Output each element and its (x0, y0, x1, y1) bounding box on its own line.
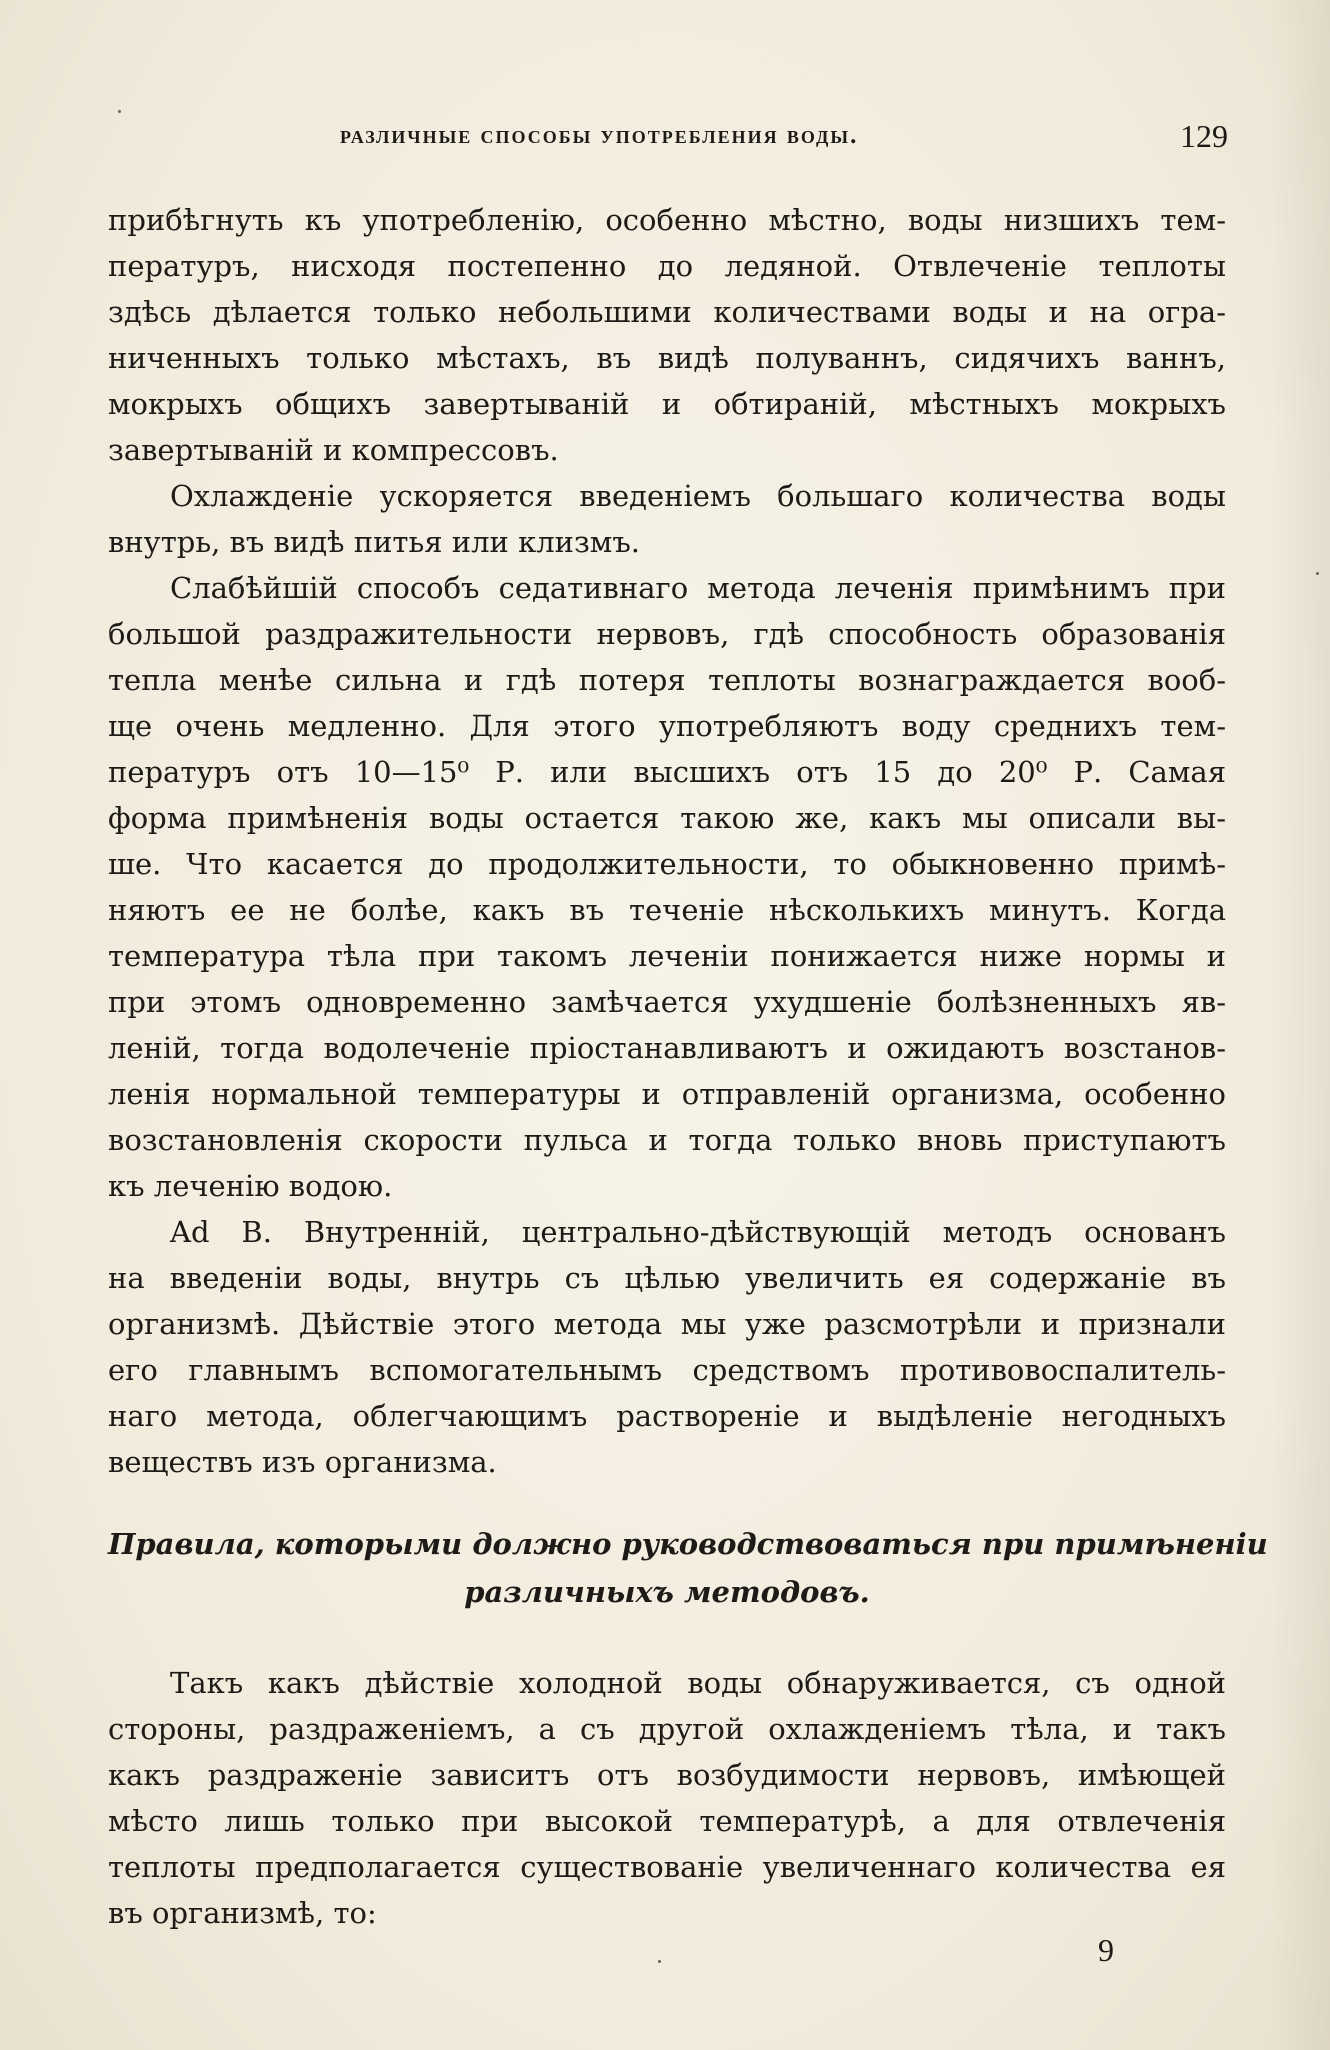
heading-line: Правила, которыми должно руководствоваться при примѣненіи (108, 1527, 1268, 1561)
paragraph (108, 473, 1226, 565)
signature-mark: 9 (1098, 1932, 1114, 1968)
section-heading (108, 1520, 1268, 1616)
text-line: его главнымъ вспомогательнымъ средствомъ противовоспалитель- (108, 1353, 1226, 1387)
body-text (108, 197, 1226, 1485)
final-paragraph (108, 1660, 1226, 1936)
text-line: леній, тогда водолеченіе пріостанавливаютъ и ожидаютъ возстанов- (108, 1031, 1226, 1065)
text-line: ще очень медленно. Для этого употребляютъ воду среднихъ тем- (108, 709, 1226, 743)
text-line: Слабѣйшій способъ седативнаго метода леченія примѣнимъ при (170, 571, 1226, 605)
paper-speck (658, 1960, 661, 1963)
text-line: веществъ изъ организма. (108, 1445, 497, 1479)
page-number: 129 (1180, 118, 1228, 154)
paragraph (108, 197, 1226, 473)
text-line: при этомъ одновременно замѣчается ухудшеніе болѣзненныхъ яв- (108, 985, 1226, 1019)
text-line: пературъ отъ 10—15⁰ Р. или высшихъ отъ 15 до 20⁰ Р. Самая (108, 755, 1226, 789)
paper-speck (1316, 572, 1319, 575)
text-line: въ организмѣ, то: (108, 1896, 377, 1930)
running-title: различные способы употребления воды. (340, 122, 859, 149)
text-line: пературъ, нисходя постепенно до ледяной. Отвлеченіе теплоты (108, 249, 1226, 283)
text-line: здѣсь дѣлается только небольшими количествами воды и на огра- (108, 295, 1226, 329)
text-line: какъ раздраженіе зависитъ отъ возбудимости нервовъ, имѣющей (108, 1758, 1226, 1792)
text-line: завертываній и компрессовъ. (108, 433, 559, 467)
page-edge-shadow (1270, 0, 1330, 2050)
text-line: температура тѣла при такомъ леченіи понижается ниже нормы и (108, 939, 1226, 973)
text-line: стороны, раздраженіемъ, а съ другой охлажденіемъ тѣла, и такъ (108, 1712, 1226, 1746)
text-line: внутрь, въ видѣ питья или клизмъ. (108, 525, 640, 559)
text-line: Охлажденіе ускоряется введеніемъ большаго количества воды (170, 479, 1226, 513)
text-line: ше. Что касается до продолжительности, то обыкновенно примѣ- (108, 847, 1226, 881)
text-line: къ леченію водою. (108, 1169, 393, 1203)
text-line: наго метода, облегчающимъ раствореніе и выдѣленіе негодныхъ (108, 1399, 1226, 1433)
paper-speck (118, 110, 121, 113)
paragraph (108, 565, 1226, 1209)
text-line: мокрыхъ общихъ завертываній и обтираній, мѣстныхъ мокрыхъ (108, 387, 1226, 421)
text-line: возстановленія скорости пульса и тогда только вновь приступаютъ (108, 1123, 1226, 1157)
text-line: няютъ ее не болѣе, какъ въ теченіе нѣсколькихъ минутъ. Когда (108, 893, 1226, 927)
text-line: теплоты предполагается существованіе увеличеннаго количества ея (108, 1850, 1226, 1884)
text-line: организмѣ. Дѣйствіе этого метода мы уже разсмотрѣли и признали (108, 1307, 1226, 1341)
paragraph (108, 1209, 1226, 1485)
text-line: тепла менѣе сильна и гдѣ потеря теплоты вознаграждается вооб- (108, 663, 1226, 697)
text-line: мѣсто лишь только при высокой температурѣ, а для отвлеченія (108, 1804, 1226, 1838)
text-line: прибѣгнуть къ употребленію, особенно мѣстно, воды низшихъ тем- (108, 203, 1226, 237)
heading-line: различныхъ методовъ. (464, 1575, 870, 1609)
text-line: Ad B. Внутренній, центрально-дѣйствующій методъ основанъ (170, 1215, 1226, 1249)
text-line: ленія нормальной температуры и отправленій организма, особенно (108, 1077, 1226, 1111)
text-line: форма примѣненія воды остается такою же, какъ мы описали вы- (108, 801, 1226, 835)
text-line: большой раздражительности нервовъ, гдѣ способность образованія (108, 617, 1226, 651)
page-header (108, 118, 1228, 158)
text-line: ниченныхъ только мѣстахъ, въ видѣ полуваннъ, сидячихъ ваннъ, (108, 341, 1226, 375)
text-line: Такъ какъ дѣйствіе холодной воды обнаруживается, съ одной (170, 1666, 1226, 1700)
text-line: на введеніи воды, внутрь съ цѣлью увеличить ея содержаніе въ (108, 1261, 1226, 1295)
